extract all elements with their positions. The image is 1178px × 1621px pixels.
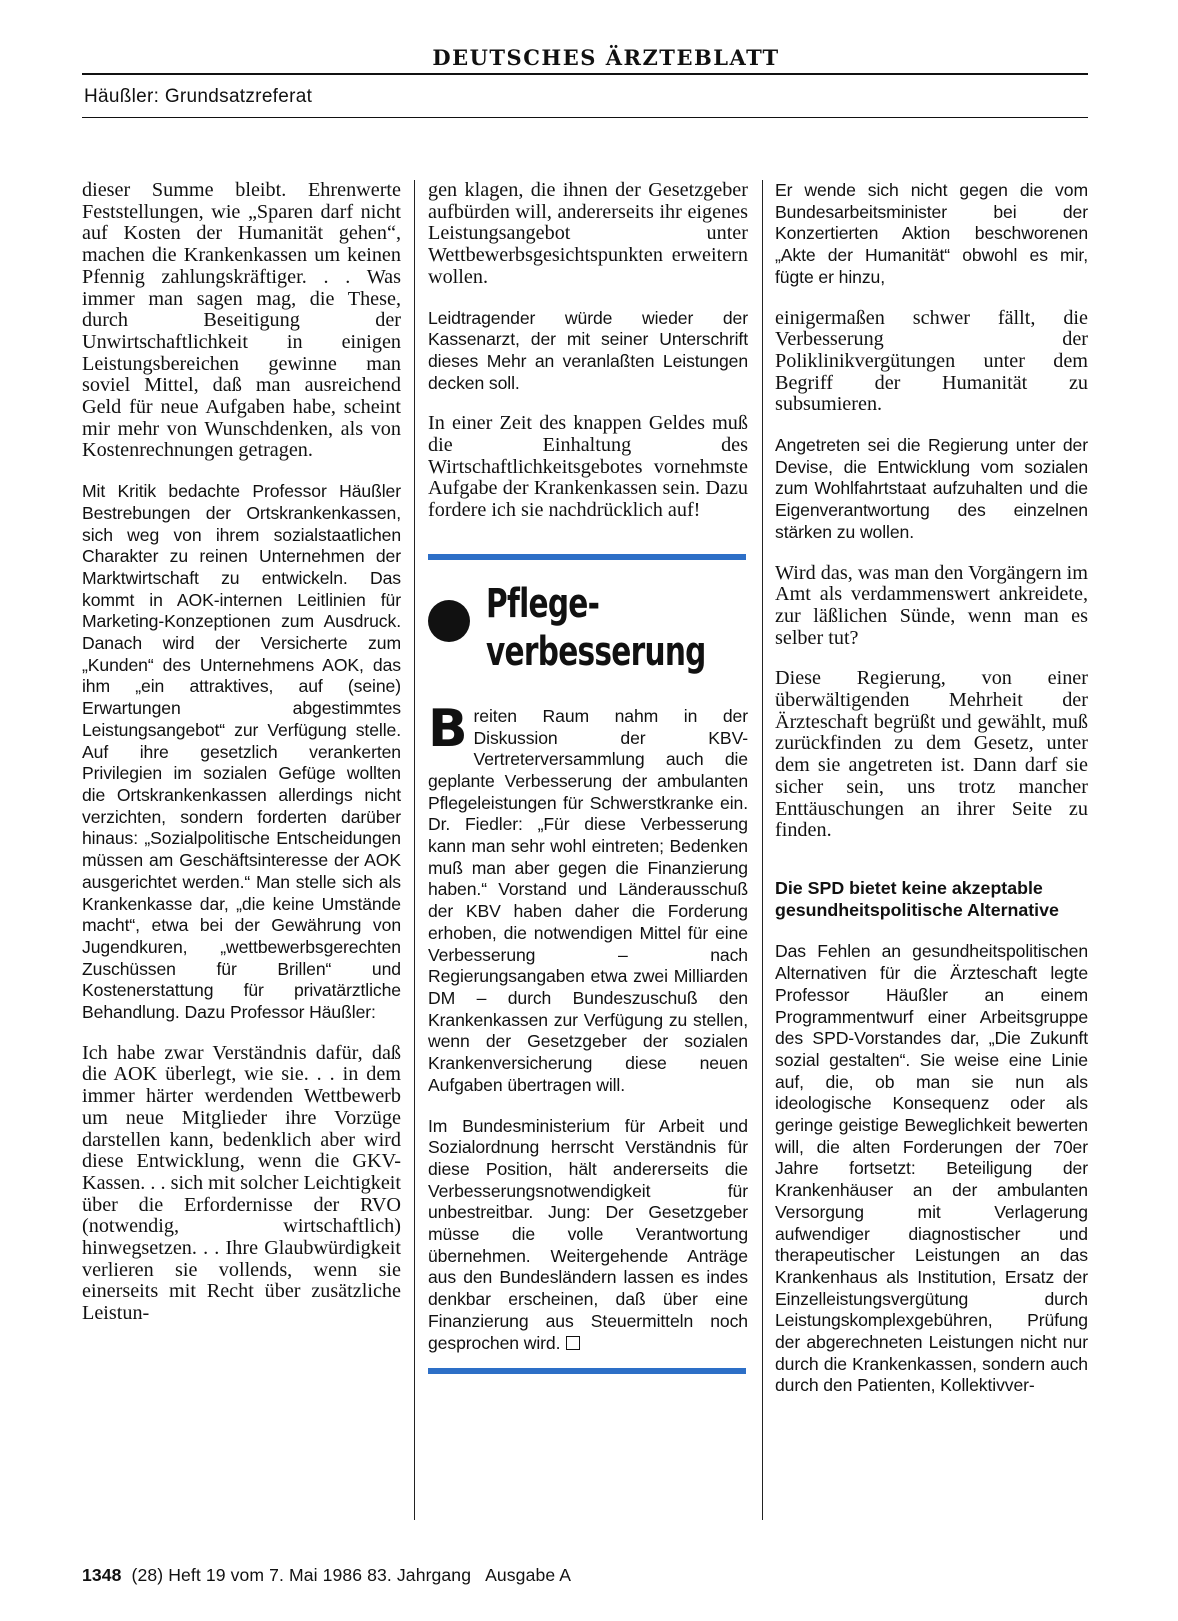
page-footer <box>82 1565 571 1586</box>
box-top-bar <box>428 554 746 560</box>
quote-paragraph: gen klagen, die ihnen der Gesetzgeber aufbürden will, andererseits ihr eigenes Leistungsangebot unter Wettbewerbsgesichtspunkten erweitern wollen. <box>428 179 748 288</box>
column-1 <box>82 180 401 1526</box>
quote-paragraph: Ich habe zwar Verständnis dafür, daß die AOK überlegt, wie sie. . . in dem immer härter werdenden Wettbewerb um neue Mitglieder ihre Vorzüge darstellen kann, bedenklich aber wird diese Entwicklung, wenn die GKV-Kassen. . . sich mit solcher Leichtigkeit über die Erfordernisse der RVO (notwendig, wirtschaftlich) hinwegsetzen. . . Ihre Glaubwürdigkeit verlieren sie vollends, wenn sie einerseits mit Recht über zusätzliche Leistun- <box>82 1041 401 1325</box>
running-head: Häußler: Grundsatzreferat <box>84 86 313 107</box>
box-heading <box>428 580 748 684</box>
column-3 <box>775 180 1088 1526</box>
journal-title: DEUTSCHES ÄRZTEBLATT <box>432 45 780 70</box>
issue-info: (28) Heft 19 vom 7. Mai 1986 83. Jahrgang Ausgabe A <box>121 1565 572 1585</box>
paragraph: Das Fehlen an gesundheitspolitischen Alternativen für die Ärzteschaft legte Professor Häußler an einem Programmentwurf einer Arbeitsgruppe des SPD-Vorstandes dar, „Die Zukunft sozial gestalten“. Sie weise eine Linie auf, die, ob man sie nun als ideologische Konsequenz oder als geringe geistige Beweglichkeit bewerten will, die alten Forderungen der 70er Jahre fortsetzt: Beteiligung der Krankenhäuser an der ambulanten Versorgung mit Verlagerung aufwendiger diagnostischer und therapeutischer Leistungen an das Krankenhaus als Institution, Ersatz der Einzelleistungsvergütung durch Leistungskomplexgebühren, Prüfung der abgerechneten Leistungen nicht nur durch die Krankenkassen, sondern auch durch den Patienten, Kollektivver- <box>775 941 1088 1396</box>
box-paragraph-text: reiten Raum nahm in der Diskussion der KBV-Vertreterversammlung auch die geplante Verbesserung der ambulanten Pflegeleistungen für Schwerstkranke ein. Dr. Fiedler: „Für diese Verbesserung kann man sehr wohl eintreten; Bedenken muß man aber gegen die Finanzierung haben.“ Vorstand und Länderausschuß der KBV haben daher die Forderung erhoben, die notwendigen Mittel für eine Verbesserung – nach Regierungsangaben etwa zwei Milliarden DM – durch Bundeszuschuß den Krankenkassen zur Verfügung zu stellen, wenn der Gesetzgeber der sozialen Krankenversicherung diese neuen Aufgaben übertragen will. <box>428 705 748 1095</box>
paragraph: Er wende sich nicht gegen die vom Bundesarbeitsminister bei der Konzertierten Aktion beschworenen „Akte der Humanität“ obwohl es mir, fügte er hinzu, <box>775 180 1088 287</box>
paragraph: Mit Kritik bedachte Professor Häußler Bestrebungen der Ortskrankenkassen, sich weg von ihrem sozialstaatlichen Charakter zu reinen Unternehmen der Marktwirtschaft zu entwickeln. Das kommt in AOK-internen Leitlinien für Marketing-Konzeptionen zum Ausdruck. Danach wird der Versicherte zum „Kunden“ des Unternehmens AOK, das ihm „ein attraktives, auf (seine) Erwartungen abgestimmtes Leistungsangebot“ zur Verfügung stelle. Auf ihre gesetzlich verankerten Privilegien im sozialen Gefüge wollten die Ortskrankenkassen allerdings nicht verzichten, sondern forderten darüber hinaus: „Sozialpolitische Entscheidungen müssen am Geschäftsinteresse der AOK ausgerichtet werden.“ Man stelle sich als Krankenkasse dar, „die keine Umstände macht“, etwa bei der Gewährung von Jugendkuren, „wettbewerbsgerechten Zuschüssen für Brillen“ und Kostenerstattung für privatärztliche Behandlung. Dazu Professor Häußler: <box>82 481 401 1023</box>
page-number: 1348 <box>82 1565 122 1585</box>
header-rule <box>82 73 1088 75</box>
running-head-rule <box>82 117 1088 118</box>
sidebar-box <box>428 554 748 1374</box>
drop-cap: B <box>428 698 468 759</box>
section-subheading: Die SPD bietet keine akzeptable gesundheitspolitische Alternative <box>775 877 1059 920</box>
box-title-line: verbesserung <box>486 628 706 675</box>
column-divider <box>762 180 763 1520</box>
column-2 <box>428 180 748 1526</box>
quote-paragraph: In einer Zeit des knappen Geldes muß die Einhaltung des Wirtschaftlichkeitsgebotes vornehmste Aufgabe der Krankenkassen sein. Dazu fordere ich sie nachdrücklich auf! <box>428 412 748 522</box>
box-paragraph-text: Im Bundesministerium für Arbeit und Sozialordnung herrscht Verständnis für diese Position, hält andererseits die Verbesserungsnotwendigkeit für unbestreitbar. Jung: Der Gesetzgeber müsse die volle Verantwortung übernehmen. Weitergehende Anträge aus den Bundesländern lassen es indes denkbar erscheinen, daß über eine Finanzierung aus Steuermitteln noch gesprochen wird. <box>428 1115 748 1353</box>
end-mark-icon <box>566 1336 580 1350</box>
paragraph: Leidtragender würde wieder der Kassenarzt, der mit seiner Unterschrift dieses Mehr an veranlaßten Leistungen decken soll. <box>428 307 748 393</box>
quote-paragraph: Diese Regierung, von einer überwältigenden Mehrheit der Ärzteschaft begrüßt und gewählt, muß zurückfinden zu dem Gesetz, unter dem sie angetreten ist. Dann darf sie sicher sein, uns trotz mancher Enttäuschungen an ihrer Seite zu finden. <box>775 667 1088 842</box>
paragraph: Angetreten sei die Regierung unter der Devise, die Entwicklung vom sozialen zum Wohlfahrtstaat aufzuhalten und die Eigenverantwortung des einzelnen stärken zu wollen. <box>775 435 1088 542</box>
bullet-icon <box>428 600 470 642</box>
box-title-line: Pflege- <box>486 580 600 627</box>
box-paragraph <box>428 1116 748 1355</box>
box-paragraph <box>428 698 748 1097</box>
box-title <box>486 580 706 676</box>
column-divider <box>414 180 415 1520</box>
quote-paragraph: einigermaßen schwer fällt, die Verbesserung der Poliklinikvergütungen unter dem Begriff der Humanität zu subsumieren. <box>775 306 1088 416</box>
box-bottom-bar <box>428 1368 746 1374</box>
paragraph: dieser Summe bleibt. Ehrenwerte Feststellungen, wie „Sparen darf nicht auf Kosten der Humanität gehen“, machen die Krankenkassen um keinen Pfennig zahlungskräftiger. . . Was immer man sagen mag, die These, durch Beseitigung der Unwirtschaftlichkeit in einigen Leistungsbereichen gewinne man soviel Mittel, daß man ausreichend Geld für neue Aufgaben habe, scheint mir mehr von Wunschdenken, als von Kostenrechnungen getragen. <box>82 179 401 462</box>
quote-paragraph: Wird das, was man den Vorgängern im Amt als verdammenswert ankreidete, zur läßlichen Sünde, wenn man es selber tut? <box>775 561 1088 649</box>
